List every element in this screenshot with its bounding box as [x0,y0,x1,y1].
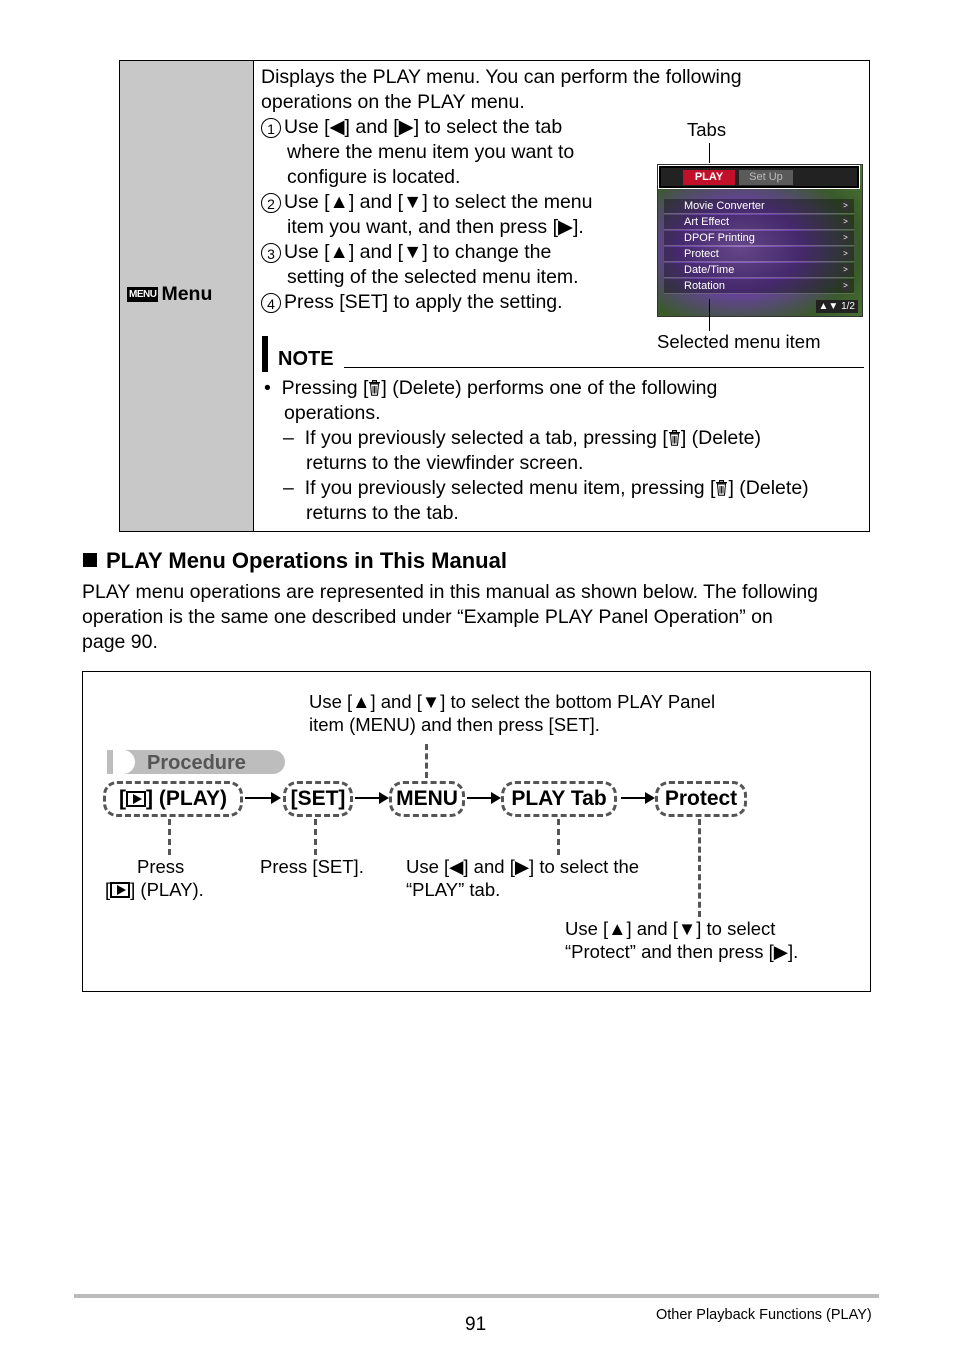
step-text: Use [▲] and [▼] to select the menu [284,191,593,213]
step-number: 2 [261,193,281,213]
menu-label-text: Menu [161,283,213,305]
procedure-top-note: Use [▲] and [▼] to select the bottom PLAY Panel item (MENU) and then press [SET]. [309,691,716,735]
play-icon [110,882,130,898]
arrow-right-icon [621,797,653,799]
note-divider [344,367,864,368]
chevron-right-icon: > [841,201,850,211]
procedure-tab-notch [113,750,135,774]
menu-intro [261,65,742,115]
play-icon [126,791,146,807]
chevron-right-icon: > [841,233,850,243]
camera-menu-item: Movie Converter > [664,199,854,214]
camera-tab-play: PLAY [683,170,735,185]
arrow-right-icon [467,797,499,799]
note-title: NOTE [278,348,334,370]
connector-line [698,819,701,917]
chevron-right-icon: > [841,281,850,291]
caption-play: Press [ ] (PLAY). [105,856,204,900]
camera-tab-setup: Set Up [739,170,793,185]
selected-callout-label: Selected menu item [657,331,821,352]
trash-icon [368,380,381,396]
footer-rule [74,1294,879,1298]
connector-line [425,744,428,778]
connector-line [168,819,171,855]
step-text: Press [SET] to apply the setting. [284,291,563,313]
step-text: Use [◀] and [▶] to select the tab [284,116,563,138]
step-3 [261,240,641,290]
step-2 [261,190,641,240]
connector-line [314,819,317,855]
step-4 [261,290,641,315]
camera-menu-screen [657,164,863,317]
step-play: [ ] (PLAY) [103,781,243,817]
procedure-label: Procedure [147,752,246,774]
camera-menu-item: Rotation > [664,279,854,294]
intro-line: operations on the PLAY menu. [261,91,525,113]
step-menu: MENU [389,781,465,817]
selected-callout-line [709,299,710,331]
footer-section-title: Other Playback Functions (PLAY) [656,1307,872,1323]
camera-tab-bar [659,166,859,188]
caption-protect: Use [▲] and [▼] to select “Protect” and then press [▶]. [565,918,799,962]
trash-icon [715,480,728,496]
connector-line [557,819,560,855]
camera-menu-item: Date/Time > [664,263,854,278]
step-protect: Protect [655,781,747,817]
step-text: Use [▲] and [▼] to change the [284,241,552,263]
note-marker [262,336,268,372]
arrow-right-icon [245,797,279,799]
chevron-right-icon: > [841,265,850,275]
menu-table [119,60,870,532]
step-text: setting of the selected menu item. [287,266,579,288]
step-1 [261,115,641,190]
step-play-tab: PLAY Tab [501,781,617,817]
camera-page-indicator: ▲▼ 1/2 [816,300,858,313]
step-number: 3 [261,243,281,263]
camera-menu-item: Art Effect > [664,215,854,230]
square-bullet-icon [83,553,97,567]
chevron-right-icon: > [841,249,850,259]
caption-set: Press [SET]. [260,856,364,877]
step-text: item you want, and then press [▶]. [287,216,584,238]
camera-menu-item: DPOF Printing > [664,231,854,246]
note-sub-2: – If you previously selected menu item, pressing [ ] (Delete) returns to the tab. [283,477,809,524]
step-number: 4 [261,293,281,313]
procedure-box [82,671,871,992]
camera-menu-item: Protect > [664,247,854,262]
page-number: 91 [465,1314,487,1335]
step-text: configure is located. [287,166,461,188]
tabs-callout-label: Tabs [687,119,727,140]
section-body: PLAY menu operations are represented in this manual as shown below. The following operation is the same one described under “Example PLAY Panel Operation” on page 90. [82,581,819,653]
trash-icon [668,430,681,446]
menu-icon: MENU [129,289,157,300]
arrow-right-icon [355,797,387,799]
tabs-callout-line [709,143,710,163]
section-heading: PLAY Menu Operations in This Manual [83,547,507,575]
step-text: where the menu item you want to [287,141,575,163]
note-sub-1: – If you previously selected a tab, pressing [ ] (Delete) returns to the viewfinder screen. [283,427,762,474]
step-set: [SET] [283,781,353,817]
note-bullet: • Pressing [ ] (Delete) performs one of the following operations. [264,377,718,424]
menu-cell-left [120,61,254,531]
caption-tab: Use [◀] and [▶] to select the “PLAY” tab. [406,856,640,900]
menu-row-label [127,283,212,306]
chevron-right-icon: > [841,217,850,227]
intro-line: Displays the PLAY menu. You can perform the following [261,66,742,88]
step-number: 1 [261,118,281,138]
